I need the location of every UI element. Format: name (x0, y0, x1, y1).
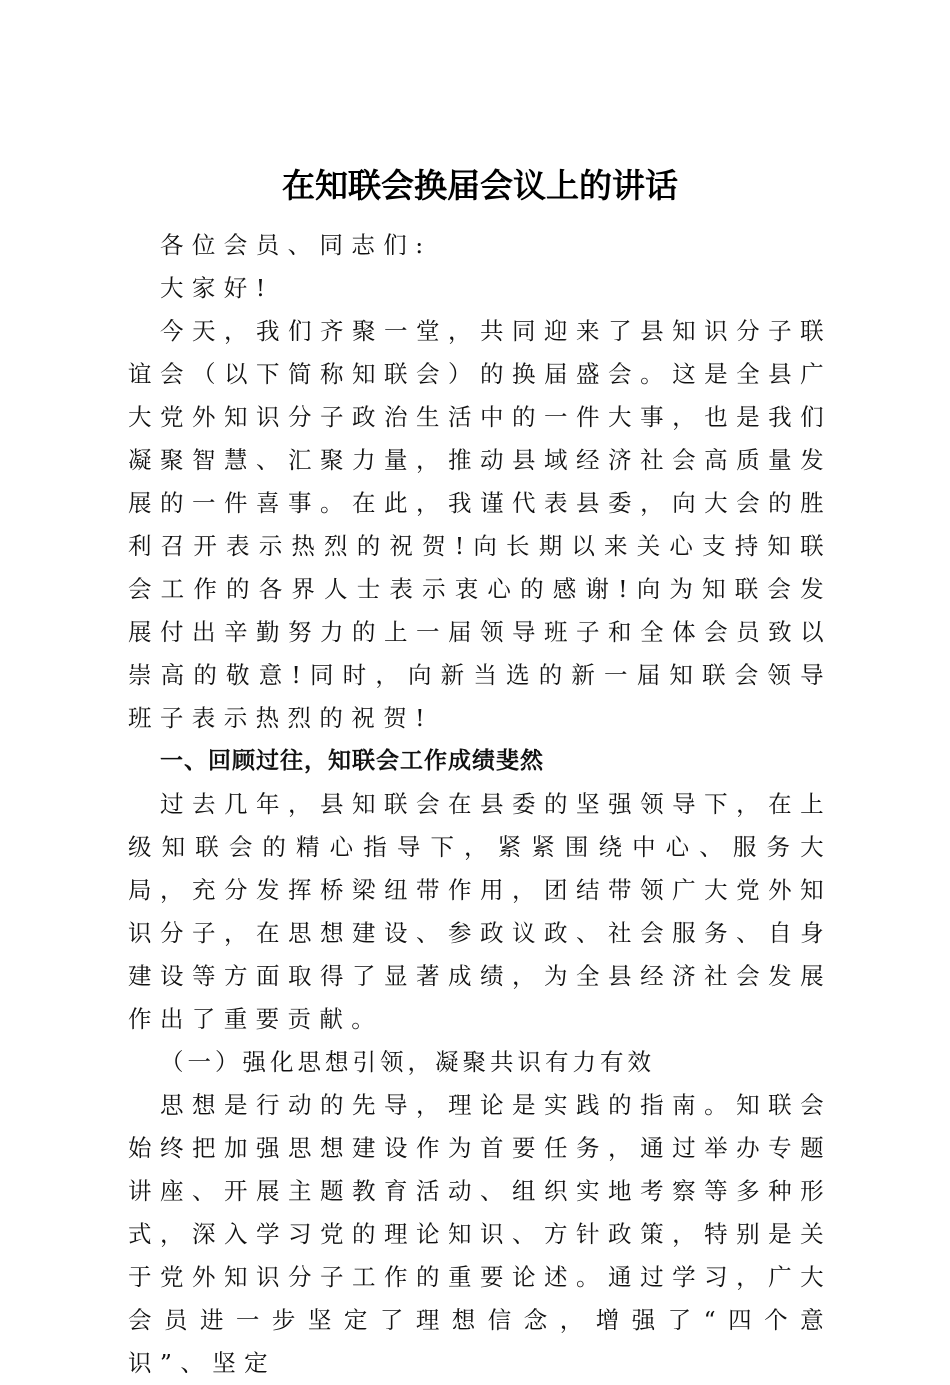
document-title: 在知联会换届会议上的讲话 (282, 166, 678, 205)
salutation: 各位会员、同志们: (160, 231, 432, 259)
section-heading-1: 一、回顾过往，知联会工作成绩斐然 (160, 748, 544, 774)
subsection-1-paragraph: 思想是行动的先导，理论是实践的指南。知联会始终把加强思想建设作为首要任务，通过举办专题讲座、开展主题教育活动、组织实地考察等多种形式，深入学习党的理论知识、方针政策，特别是关于党外知识分子工作的重要论述。通过学习，广大会员进一步坚定了理想信念，增强了“四个意识”、坚定 (128, 1091, 832, 1377)
greeting: 大家好! (160, 274, 274, 302)
intro-paragraph: 今天，我们齐聚一堂，共同迎来了县知识分子联谊会（以下简称知联会）的换届盛会。这是全县广大党外知识分子政治生活中的一件大事，也是我们凝聚智慧、汇聚力量，推动县域经济社会高质量发展的一件喜事。在此，我谨代表县委，向大会的胜利召开表示热烈的祝贺!向长期以来关心支持知联会工作的各界人士表示衷心的感谢!向为知联会发展付出辛勤努力的上一届领导班子和全体会员致以崇高的敬意!同时，向新当选的新一届知联会领导班子表示热烈的祝贺! (128, 317, 832, 732)
section-1-paragraph: 过去几年，县知联会在县委的坚强领导下，在上级知联会的精心指导下，紧紧围绕中心、服务大局，充分发挥桥梁纽带作用，团结带领广大党外知识分子，在思想建设、参政议政、社会服务、自身建设等方面取得了显著成绩，为全县经济社会发展作出了重要贡献。 (128, 790, 832, 1033)
document-body (128, 224, 832, 1385)
subsection-heading-1: （一）强化思想引领，凝聚共识有力有效 (160, 1048, 655, 1076)
